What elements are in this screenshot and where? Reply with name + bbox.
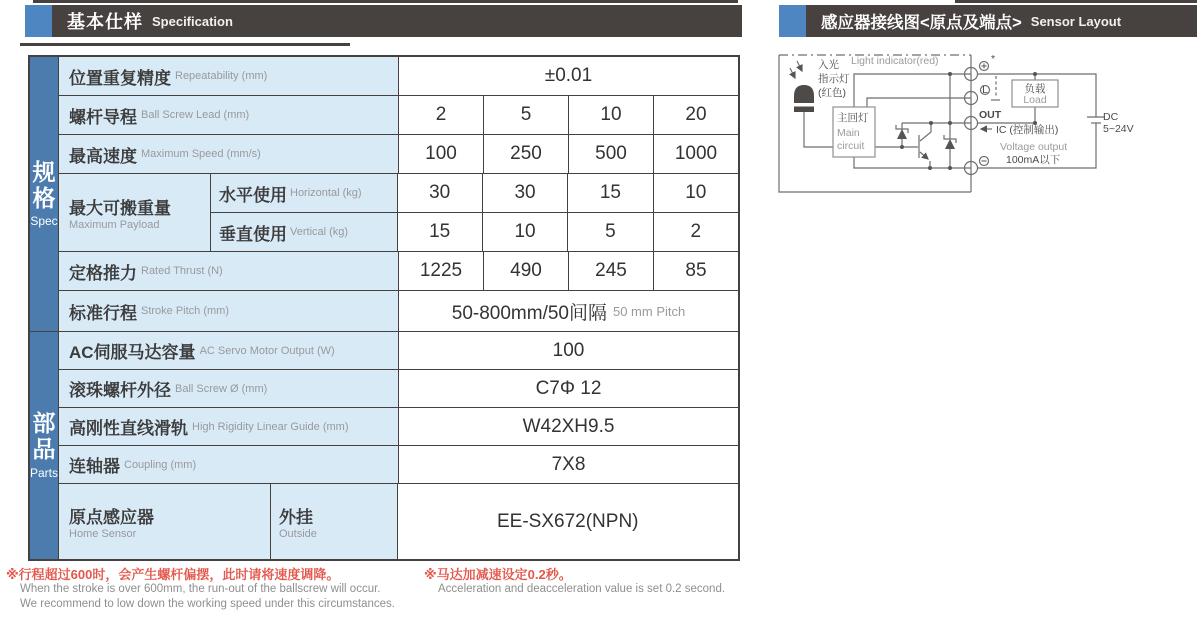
value-cell: 15 (398, 213, 483, 251)
stroke-value-en: 50 mm Pitch (612, 303, 686, 319)
value-cell: EE-SX672(NPN) (398, 484, 739, 559)
value-cell: 500 (569, 135, 654, 173)
plus-icon (982, 64, 987, 69)
current-limit-label: 100mA以下 (1006, 154, 1061, 166)
header-bar (25, 5, 742, 37)
label-en: Home Sensor (69, 528, 137, 540)
value-cell: 2 (399, 96, 484, 134)
label-zh: 连轴器 (69, 457, 120, 476)
label-zh: 高刚性直线滑轨 (69, 419, 188, 438)
label-zh: 最高速度 (69, 146, 137, 166)
dc-label: DC (1103, 111, 1119, 123)
l-label: L (982, 84, 988, 96)
label-zh: 定格推力 (69, 263, 137, 283)
row-label (59, 135, 399, 173)
row-label (59, 332, 399, 369)
dc-voltage-label: 5~24V (1103, 123, 1134, 135)
value-cell: 10 (569, 96, 654, 134)
value-cell: 30 (483, 174, 568, 212)
value-cell: 1000 (654, 135, 738, 173)
row-coupling (59, 446, 738, 484)
label-en: Ball Screw Lead (mm) (141, 109, 250, 121)
value-cell: 250 (484, 135, 569, 173)
label-en: Horizontal (kg) (290, 187, 362, 199)
value-cell: C7Φ 12 (399, 370, 738, 407)
label-zh: 垂直使用 (219, 224, 287, 244)
label-zh: 最大可搬重量 (69, 199, 171, 218)
header-title-zh: 感应器接线图<原点及端点> (821, 14, 1022, 32)
value-cell: 5 (568, 213, 653, 251)
label-en: Maximum Speed (mm/s) (141, 148, 261, 160)
row-label (59, 96, 399, 134)
value-cell: 100 (399, 332, 738, 369)
value-cell: 10 (483, 213, 568, 251)
parts-strip (30, 332, 59, 559)
value-cell: ±0.01 (399, 57, 738, 95)
out-label: OUT (979, 109, 1002, 121)
label-zh: 螺杆导程 (69, 107, 137, 127)
main-circuit-label-en2: circuit (837, 140, 865, 152)
value-cell: 5 (484, 96, 569, 134)
header-specification (25, 0, 742, 48)
row-stroke-pitch (59, 291, 738, 331)
subrow-horizontal (211, 174, 738, 213)
value-cell: 1225 (399, 252, 484, 290)
row-maximum-payload (59, 174, 738, 252)
label-zh: 标准行程 (69, 303, 137, 323)
header-top-rule (33, 0, 738, 3)
row-ball-screw-diameter (59, 370, 738, 408)
row-label (59, 291, 399, 331)
value-cell: 245 (569, 252, 654, 290)
label-en: High Rigidity Linear Guide (mm) (192, 420, 349, 433)
footnote-zh: ※马达加减速设定0.2秒。 (424, 567, 572, 582)
value-cell (399, 291, 738, 331)
row-label (59, 174, 211, 251)
label-en: Rated Thrust (N) (141, 265, 223, 277)
label-en: Ball Screw Ø (mm) (175, 382, 268, 395)
row-label (59, 408, 399, 445)
sensor-wiring-diagram (770, 40, 1200, 225)
value-cell: 10 (654, 174, 738, 212)
footnote-stroke-warning (6, 567, 395, 611)
label-zh: 滚珠螺杆外径 (69, 381, 171, 400)
row-servo-motor-output (59, 332, 738, 370)
footnote-en-line1: Acceleration and deacceleration value is set 0.2 second. (438, 583, 726, 595)
label-en: Coupling (mm) (124, 458, 197, 471)
label-zh: AC伺服马达容量 (69, 343, 196, 362)
wire-plus-rail (854, 74, 971, 107)
wire-minus-rail (854, 157, 971, 168)
label-zh: 外挂 (279, 508, 313, 527)
load-label-en: Load (1023, 94, 1047, 106)
row-repeatability (59, 57, 738, 96)
row-label (59, 252, 399, 290)
row-ball-screw-lead (59, 96, 738, 135)
header-bottom-rule (20, 43, 350, 46)
light-indicator-zh2: 指示灯 (818, 73, 850, 85)
subrow-label (211, 213, 398, 251)
spec-strip (30, 57, 59, 331)
value-cell: 85 (654, 252, 738, 290)
footnote-zh: ※行程超过600时，会产生螺杆偏摆，此时请将速度调降。 (6, 567, 340, 582)
value-cell: 20 (654, 96, 738, 134)
label-en: Vertical (kg) (290, 226, 349, 238)
row-label (59, 446, 399, 483)
stroke-value: 50-800mm/50间隔 (451, 302, 607, 324)
subrow-label (271, 484, 398, 559)
label-en: Stroke Pitch (mm) (141, 305, 230, 317)
header-title-zh: 基本仕样 (67, 12, 143, 32)
label-zh: 原点感应器 (69, 508, 154, 527)
zener1-anode-triangle (897, 129, 907, 139)
transistor-collector (920, 123, 931, 141)
subrow-label (211, 174, 398, 212)
row-maximum-speed (59, 135, 738, 174)
value-cell: 100 (399, 135, 484, 173)
row-label (59, 57, 399, 95)
main-circuit-label-zh: 主回灯 (837, 112, 869, 124)
strip-label-zh: 规格 (32, 158, 56, 211)
strip-label-en: Parts (30, 465, 59, 480)
label-zh: 水平使用 (219, 185, 287, 205)
load-label-zh: 负载 (1024, 83, 1046, 95)
light-ray-icon (790, 68, 795, 78)
zener2-anode-triangle (945, 139, 955, 149)
row-label (59, 370, 399, 407)
transistor-emitter (920, 152, 928, 159)
value-cell: 15 (568, 174, 653, 212)
light-indicator-en: Light indicator(red) (851, 55, 939, 67)
value-cell: 30 (398, 174, 483, 212)
main-circuit-label-en1: Main (837, 127, 860, 139)
header-top-rule (955, 0, 1197, 3)
light-indicator-zh1: 入光 (818, 59, 839, 71)
light-ray-icon (797, 61, 802, 71)
footnote-en-line2: We recommend to low down the working speed under this circumstances. (20, 597, 395, 610)
strip-label-zh: 部品 (32, 410, 56, 462)
strip-label-en: Spec (30, 214, 58, 229)
subrow-vertical (211, 213, 738, 251)
specification-table (28, 55, 740, 561)
footnote-acceleration (424, 567, 725, 597)
header-accent-square (25, 5, 52, 37)
section-spec (30, 57, 738, 332)
led-band (794, 103, 814, 107)
label-en: Maximum Payload (69, 219, 160, 231)
wire-l-rail (867, 98, 971, 107)
header-title-en: Specification (152, 13, 233, 29)
light-indicator-zh3: (红色) (818, 87, 846, 99)
led-icon (794, 85, 814, 112)
value-cell: 7X8 (399, 446, 738, 483)
wire-led (804, 112, 833, 147)
ic-label: IC (控制输出) (996, 124, 1059, 136)
section-parts (30, 332, 738, 559)
row-home-sensor (59, 484, 738, 559)
header-accent-square (779, 5, 806, 37)
row-rated-thrust (59, 252, 738, 291)
label-en: Repeatability (mm) (175, 70, 268, 82)
row-linear-guide (59, 408, 738, 446)
label-zh: 位置重复精度 (69, 68, 171, 88)
label-en: Outside (279, 528, 317, 540)
header-title-en: Sensor Layout (1030, 13, 1122, 29)
value-cell: W42XH9.5 (399, 408, 738, 445)
footnote-en-line1: When the stroke is over 600mm, the run-out of the ballscrew will occur. (20, 583, 381, 595)
voltage-output-label: Voltage output (1000, 141, 1068, 153)
header-bar (779, 5, 1197, 37)
value-cell: 2 (654, 213, 738, 251)
value-cell: 490 (484, 252, 569, 290)
asterisk-label: * (991, 53, 996, 65)
label-en: AC Servo Motor Output (W) (199, 344, 335, 357)
row-label (59, 484, 271, 559)
